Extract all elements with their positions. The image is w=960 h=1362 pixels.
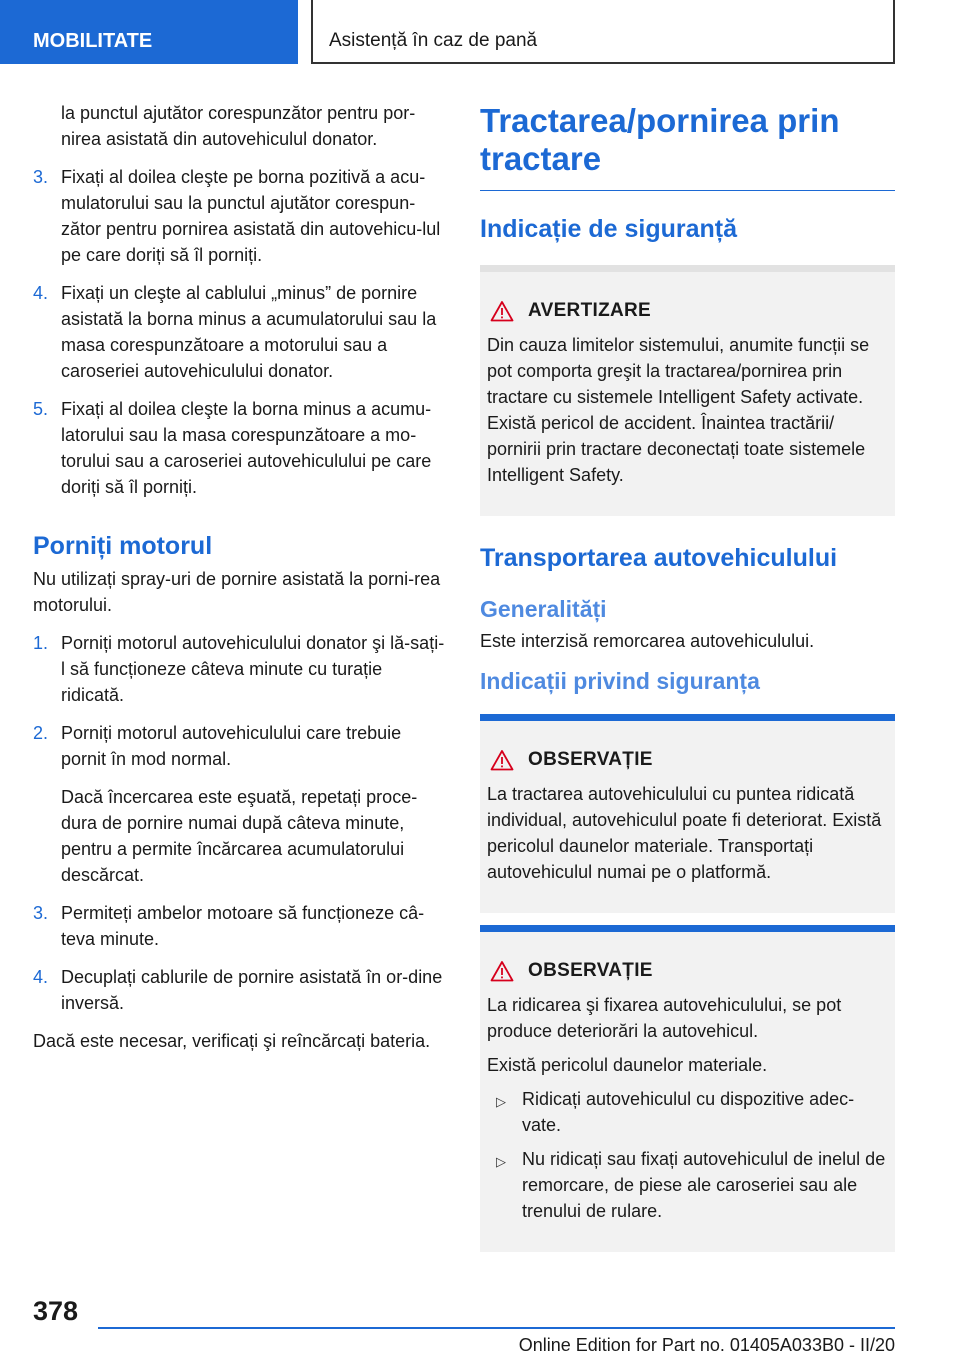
notice-label: OBSERVAȚIE	[528, 960, 653, 981]
warning-box	[480, 265, 895, 516]
chapter-tab[interactable]: Asistență în caz de pană	[311, 0, 895, 64]
title-divider	[480, 190, 895, 191]
step-number: 2.	[33, 723, 49, 743]
notice-title	[487, 958, 888, 984]
triangle-bullet-icon: ▷	[496, 1154, 506, 1169]
step-item	[33, 964, 448, 1016]
notice-text: Există pericolul daunelor materiale.	[487, 1055, 768, 1075]
step-number: 1.	[33, 633, 49, 653]
warning-title	[487, 298, 888, 324]
bullet-text: Nu ridicați sau fixați autovehiculul de inelul de remorcare, de piese ale caroseriei sau ale trenului de rulare.	[522, 1149, 886, 1221]
bullet-item	[487, 1086, 888, 1138]
step-item	[33, 396, 448, 500]
edition-footer[interactable]: Online Edition for Part no. 01405A033B0 - II/20	[518, 1335, 895, 1355]
step-text: Fixați un cleşte al cablului „minus” de pornire asistată la borna minus a acumulatorului sau la masa corespunzătoare a motorului sau a caroseriei autovehiculului donator.	[61, 283, 437, 381]
step-number: 3.	[33, 167, 49, 187]
warning-triangle-icon	[490, 300, 514, 322]
step-text: Porniți motorul autovehiculului care trebuie pornit în mod normal.	[61, 723, 402, 769]
notice-box-lifting	[480, 925, 895, 1252]
warning-text: Din cauza limitelor sistemului, anumite funcții se pot comporta greşit la tractarea/pornirea prin tractare cu sistemele Intelligent Safety activate. Există pericol de accident. Înaintea tractării/ pornirii prin tractare deconectați toate sistemele Intelligent Safety.	[487, 335, 870, 485]
notice-text: La ridicarea şi fixarea autovehiculului, se pot produce deteriorări la autovehicul.	[487, 995, 842, 1041]
section-heading-start-engine: Porniți motorul	[33, 532, 213, 560]
bullet-text: Ridicați autovehiculul cu dispozitive adec-vate.	[522, 1089, 855, 1135]
notice-box	[480, 714, 895, 913]
step-item	[33, 900, 448, 952]
step-item	[33, 630, 448, 708]
safety-sub-heading: Indicații privind siguranța	[480, 668, 760, 694]
step-number: 3.	[33, 903, 49, 923]
notice-label: OBSERVAȚIE	[528, 749, 653, 770]
step-text: Fixați al doilea cleşte la borna minus a acumu-latorului sau la masa corespunzătoare a mo-torului sau a caroseriei autovehiculului pe care doriți să îl porniți.	[61, 399, 432, 497]
caution-triangle-icon	[490, 749, 514, 771]
caution-triangle-icon	[490, 960, 514, 982]
step-note: Dacă încercarea este eşuată, repetați proce-dura de pornire numai după câteva minute, pentru a permite încărcarea acumulatorului descărcat.	[61, 787, 418, 885]
notice-text: La tractarea autovehiculului cu puntea ridicată individual, autovehiculul poate fi deteriorat. Există pericolul daunelor materiale. Transportați autovehiculul numai pe o platformă.	[487, 784, 882, 882]
step-text: Porniți motorul autovehiculului donator şi lă-sați-l să funcționeze câteva minute cu turație ridicată.	[61, 633, 445, 705]
step-item	[33, 164, 448, 268]
step-item	[33, 280, 448, 384]
triangle-bullet-icon: ▷	[496, 1094, 506, 1109]
warning-label: AVERTIZARE	[528, 300, 651, 321]
step-text: Fixați al doilea cleşte pe borna pozitivă a acu-mulatorului sau la punctul ajutător corespun-zător pentru pornirea asistată din autovehicu-lul pe care doriți să îl porniți.	[61, 167, 441, 265]
step-text: Permiteți ambelor motoare să funcționeze câ-teva minute.	[61, 903, 425, 949]
section-tab[interactable]: MOBILITATE	[0, 0, 298, 64]
general-text: Este interzisă remorcarea autovehiculului.	[480, 631, 815, 651]
step-number: 4.	[33, 283, 49, 303]
footer-divider	[98, 1327, 895, 1329]
right-column	[480, 102, 895, 1252]
continued-text: la punctul ajutător corespunzător pentru por-nirea asistată din autovehiculul donator.	[61, 103, 416, 149]
step-number: 5.	[33, 399, 49, 419]
left-column	[33, 100, 448, 1066]
general-heading: Generalități	[480, 596, 607, 622]
transport-heading: Transportarea autovehiculului	[480, 544, 838, 572]
bullet-item	[487, 1146, 888, 1224]
closing-text: Dacă este necesar, verificați şi reîncărcați bateria.	[33, 1031, 431, 1051]
safety-heading: Indicație de siguranță	[480, 215, 738, 243]
step-item	[33, 720, 448, 772]
step-text: Decuplați cablurile de pornire asistată în or-dine inversă.	[61, 967, 443, 1013]
intro-text: Nu utilizați spray-uri de pornire asistată la porni-rea motorului.	[33, 569, 441, 615]
page-number: 378	[33, 1296, 79, 1326]
notice-title	[487, 747, 888, 773]
step-number: 4.	[33, 967, 49, 987]
page-title: Tractarea/pornirea prin tractare	[480, 102, 840, 177]
